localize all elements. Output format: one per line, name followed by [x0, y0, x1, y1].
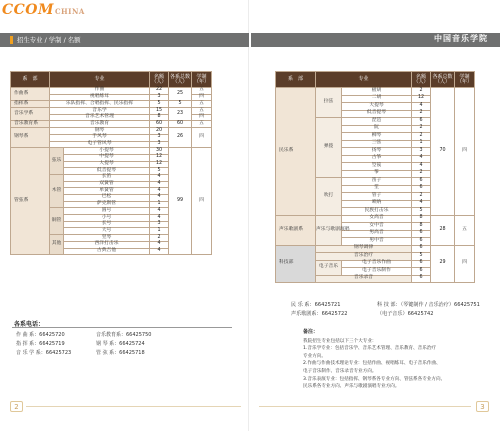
- quota-cell: 6: [412, 238, 431, 246]
- quota-cell: 15: [150, 108, 169, 115]
- category-cell: 吹打: [316, 178, 342, 216]
- quota-cell: 3: [150, 94, 169, 101]
- category-cell: 钢琴调律: [316, 245, 412, 253]
- years-cell: 五: [192, 88, 212, 95]
- major-cell: 管子: [342, 193, 412, 201]
- contact-entry: （电子音乐）66425742: [377, 311, 434, 317]
- contact-entry: 民 乐 系：66425721: [291, 302, 341, 308]
- quota-cell: 12: [150, 161, 169, 168]
- quota-cell: 2: [412, 125, 431, 133]
- notes-title: 备注：: [303, 329, 319, 335]
- dept-total-cell: 70: [431, 88, 455, 216]
- quota-cell: 8: [412, 215, 431, 223]
- quota-cell: 3: [150, 221, 169, 228]
- quota-cell: 8: [412, 223, 431, 231]
- quota-cell: 3: [412, 148, 431, 156]
- col-header-dept: 系 部: [11, 72, 50, 88]
- dept-total-cell: 5: [169, 101, 192, 108]
- major-cell: 乐队指挥、合唱指挥、民乐指挥: [50, 101, 150, 108]
- quota-cell: 4: [150, 248, 169, 255]
- quota-cell: 2: [412, 170, 431, 178]
- quota-cell: 2: [150, 235, 169, 242]
- col-header-dept: 系 部: [276, 72, 316, 88]
- note-line: 专业方向。: [303, 353, 326, 359]
- table-row: [276, 245, 475, 253]
- category-cell: 音乐录音: [316, 275, 412, 283]
- years-cell: 五: [192, 101, 212, 108]
- quota-cell: 6: [412, 118, 431, 126]
- quota-cell: 4: [150, 241, 169, 248]
- dept-cell: 作曲系: [11, 88, 50, 101]
- dept-cell: 音乐教育系: [11, 121, 50, 128]
- school-logo: [2, 2, 85, 18]
- logo-sub: CHINA: [54, 7, 85, 16]
- department-phone-list: [291, 301, 489, 319]
- quota-cell: 22: [150, 88, 169, 95]
- major-cell: 笛子: [342, 178, 412, 186]
- major-cell: 小号: [64, 215, 150, 222]
- quota-cell: 8: [150, 114, 169, 121]
- quota-cell: 5: [412, 208, 431, 216]
- quota-cell: 4: [412, 103, 431, 111]
- contact-entry: 钢 琴 系：66425724: [96, 341, 145, 348]
- page-number: 3: [476, 401, 489, 412]
- major-cell: 长号: [64, 221, 150, 228]
- years-cell: 五: [455, 215, 475, 245]
- major-cell: 音乐学: [50, 108, 150, 115]
- major-cell: 古典吉他: [64, 248, 150, 255]
- major-cell: 音乐教育: [50, 121, 150, 128]
- contacts-divider: [12, 327, 232, 328]
- quota-cell: 4: [150, 215, 169, 222]
- quota-cell: 4: [412, 155, 431, 163]
- major-cell: 大提琴: [342, 103, 412, 111]
- quota-cell: 5: [150, 101, 169, 108]
- quota-cell: 4: [150, 174, 169, 181]
- quota-cell: 4: [150, 195, 169, 202]
- quota-cell: 2: [412, 193, 431, 201]
- major-cell: 板胡: [342, 88, 412, 96]
- major-cell: 圆号: [64, 208, 150, 215]
- years-cell: 五: [192, 121, 212, 128]
- quota-cell: 4: [150, 181, 169, 188]
- quota-cell: 1: [150, 201, 169, 208]
- major-cell: 女中音: [342, 223, 412, 231]
- quota-cell: 4: [412, 163, 431, 171]
- major-cell: 唢呐: [342, 200, 412, 208]
- major-cell: 西洋打击乐: [64, 241, 150, 248]
- category-cell: 拉弦: [316, 88, 342, 118]
- left-page: [0, 0, 249, 431]
- quota-cell: 6: [412, 275, 431, 283]
- major-cell: 电子音乐制作: [342, 268, 412, 276]
- table-row: [276, 215, 475, 223]
- quota-cell: 3: [150, 134, 169, 141]
- note-line: 3.音乐表演专业：包括指挥、钢琴系各专业方向、管弦系各专业方向、: [303, 376, 446, 382]
- major-cell: 三弦: [342, 140, 412, 148]
- years-cell: 四: [455, 245, 475, 283]
- contact-entry: 音乐教育系：66425750: [96, 332, 152, 338]
- table-row: [276, 88, 475, 96]
- major-cell: 电子音乐作曲: [342, 260, 412, 268]
- quota-cell: 2: [412, 88, 431, 96]
- col-header-total: 各系总数（人）: [431, 72, 455, 88]
- category-cell: 声乐与歌剧演唱: [316, 215, 342, 245]
- note-line: 2.作曲与作曲技术理论专业：包括作曲、视唱练耳、电子音乐作曲、: [303, 361, 441, 367]
- major-cell: 作曲: [50, 88, 150, 95]
- enrollment-table-left: [10, 71, 212, 255]
- quota-cell: 20: [150, 128, 169, 135]
- major-cell: 长笛: [64, 174, 150, 181]
- major-cell: 大提琴: [64, 161, 150, 168]
- years-cell: 四: [192, 94, 212, 101]
- major-cell: 男中音: [342, 238, 412, 246]
- footer-rule: [259, 406, 471, 407]
- col-header-quota: 名额（人）: [150, 72, 169, 88]
- dept-total-cell: 28: [431, 215, 455, 245]
- category-cell: 弹拨: [316, 118, 342, 178]
- section-band: [251, 33, 500, 47]
- note-line: 民乐系各专业方向、声乐与歌剧演唱专业方向。: [303, 384, 400, 390]
- major-cell: 低音提琴: [342, 110, 412, 118]
- dept-cell: 科技部: [276, 245, 316, 283]
- quota-cell: 1: [412, 140, 431, 148]
- years-cell: 四: [192, 148, 212, 255]
- col-header-major: 专业: [316, 72, 412, 88]
- years-cell: 五: [192, 108, 212, 115]
- major-cell: 琵琶: [342, 118, 412, 126]
- dept-total-cell: 23: [169, 108, 192, 121]
- quota-cell: 6: [412, 260, 431, 268]
- quota-cell: 30: [150, 148, 169, 155]
- section-band: [0, 33, 249, 47]
- major-cell: 单簧管: [64, 188, 150, 195]
- dept-total-cell: 60: [169, 121, 192, 128]
- category-cell: 音乐治疗: [316, 253, 412, 261]
- major-cell: 扬琴: [342, 148, 412, 156]
- quota-cell: 1: [150, 228, 169, 235]
- major-cell: 阮: [342, 125, 412, 133]
- quota-cell: 6: [412, 178, 431, 186]
- major-cell: 小提琴: [64, 148, 150, 155]
- major-cell: 笙: [342, 185, 412, 193]
- quota-cell: 6: [412, 185, 431, 193]
- dept-cell: 指挥系: [11, 101, 50, 108]
- quota-cell: 60: [150, 121, 169, 128]
- col-header-major: 专业: [50, 72, 150, 88]
- section-title: 招生专业 / 学制 / 名额: [17, 36, 81, 44]
- col-header-years: 学制（年）: [455, 72, 475, 88]
- footer-rule: [26, 406, 241, 407]
- years-cell: 四: [192, 128, 212, 148]
- col-header-quota: 名额（人）: [412, 72, 431, 88]
- major-cell: 男高音: [342, 230, 412, 238]
- major-cell: 竖琴: [64, 235, 150, 242]
- band-accent-mark: [10, 36, 13, 44]
- major-cell: 电子管风琴: [50, 141, 150, 148]
- enrollment-table-right: [275, 71, 475, 283]
- quota-cell: 4: [150, 188, 169, 195]
- quota-cell: 4: [150, 208, 169, 215]
- group-cell: 铜管: [50, 208, 64, 235]
- years-cell: 四: [455, 88, 475, 216]
- category-cell: 电子音乐: [316, 260, 342, 275]
- right-page: [251, 0, 500, 431]
- quota-cell: 5: [412, 253, 431, 261]
- quota-cell: 4: [412, 200, 431, 208]
- major-cell: 箜篌: [342, 163, 412, 171]
- major-cell: 筝: [342, 170, 412, 178]
- table-row: [11, 128, 212, 135]
- major-cell: 中提琴: [64, 154, 150, 161]
- quota-cell: 6: [412, 245, 431, 253]
- table-row: [11, 88, 212, 95]
- note-line: 1.音乐学专业：包括音乐学、音乐艺术管理、音乐教育、音乐治疗: [303, 346, 437, 352]
- col-header-years: 学制（年）: [192, 72, 212, 88]
- note-line: 我院招生专业包括以下三个大专业：: [303, 338, 377, 344]
- contact-entry: 作 曲 系：66425720: [16, 332, 65, 338]
- major-cell: 巴松: [64, 195, 150, 202]
- major-cell: 钢琴: [50, 128, 150, 135]
- dept-cell: 管弦系: [11, 148, 50, 255]
- department-phone-list: [16, 331, 206, 359]
- dept-total-cell: 29: [431, 245, 455, 283]
- quota-cell: 12: [412, 95, 431, 103]
- note-line: 电子音乐制作、音乐录音专业方向。: [303, 368, 377, 374]
- col-header-total: 各系总数（人）: [169, 72, 192, 88]
- major-cell: 民族打击乐: [342, 208, 412, 216]
- dept-cell: 音乐学系: [11, 108, 50, 121]
- logo-text: CCOM: [2, 2, 54, 18]
- major-cell: 视唱练耳: [50, 94, 150, 101]
- major-cell: 音乐艺术管理: [50, 114, 150, 121]
- contact-entry: 管 弦 系：66425718: [96, 350, 145, 357]
- quota-cell: 6: [412, 230, 431, 238]
- quota-cell: 5: [150, 168, 169, 175]
- dept-total-cell: 25: [169, 88, 192, 101]
- page-number: 2: [10, 401, 23, 412]
- years-cell: 四: [192, 114, 212, 121]
- table-row: [11, 121, 212, 128]
- contact-entry: 指 挥 系：66425719: [16, 341, 65, 348]
- major-cell: 古筝: [342, 155, 412, 163]
- major-cell: 萨克斯管: [64, 201, 150, 208]
- contact-entry: 科 技 部：（琴键制作 / 音乐治疗）66425751: [377, 302, 480, 308]
- quota-cell: 2: [412, 110, 431, 118]
- group-cell: 木管: [50, 174, 64, 207]
- quota-cell: 2: [412, 133, 431, 141]
- major-cell: 低音提琴: [64, 168, 150, 175]
- group-cell: 其他: [50, 235, 64, 255]
- school-name: 中国音乐学院: [434, 33, 488, 43]
- major-cell: 柳琴: [342, 133, 412, 141]
- major-cell: 女高音: [342, 215, 412, 223]
- contact-entry: 声乐歌剧系：66425722: [291, 311, 348, 317]
- major-cell: 双簧管: [64, 181, 150, 188]
- dept-total-cell: 99: [169, 148, 192, 255]
- major-cell: 大号: [64, 228, 150, 235]
- contacts-title: 各系电话：: [14, 321, 45, 328]
- quota-cell: 3: [150, 141, 169, 148]
- group-cell: 弦乐: [50, 148, 64, 175]
- major-cell: 手风琴: [50, 134, 150, 141]
- quota-cell: 12: [150, 154, 169, 161]
- major-cell: 二胡: [342, 95, 412, 103]
- contact-entry: 音 乐 学 系：66425723: [16, 350, 72, 357]
- table-row: [11, 101, 212, 108]
- dept-cell: 民乐系: [276, 88, 316, 216]
- dept-total-cell: 26: [169, 128, 192, 148]
- quota-cell: 6: [412, 268, 431, 276]
- notes-block: [303, 329, 493, 391]
- dept-cell: 声乐歌剧系: [276, 215, 316, 245]
- dept-cell: 钢琴系: [11, 128, 50, 148]
